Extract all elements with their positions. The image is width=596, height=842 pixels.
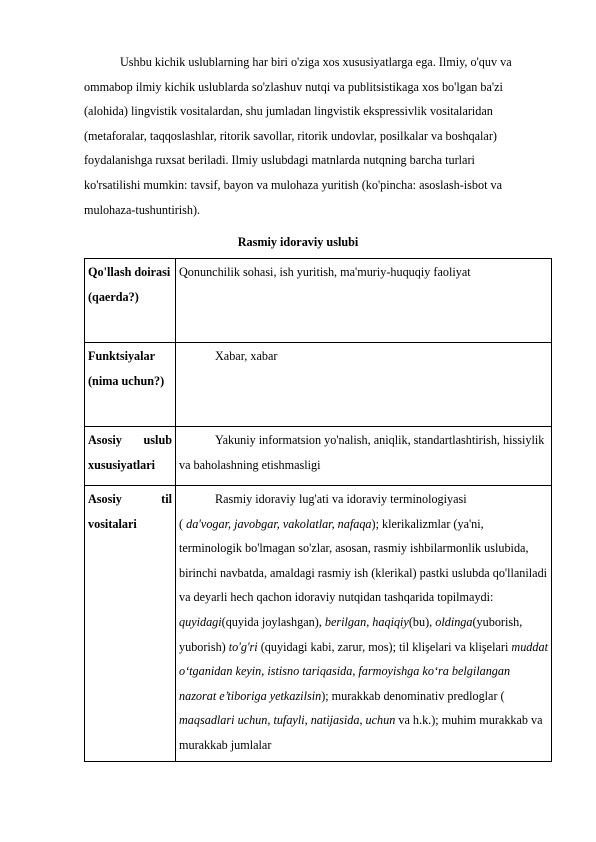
tools-text: ); murakkab denominativ predloglar ( <box>321 688 505 703</box>
tools-italic-text: maqsadlari uchun, tufayli, natijasida, uchun <box>179 713 396 728</box>
table-row <box>85 427 552 486</box>
tools-text: ( <box>179 516 187 531</box>
style-table <box>84 258 552 762</box>
tools-italic-text: to'g'ri <box>228 639 258 654</box>
row-value-cell <box>176 343 552 427</box>
intro-paragraph <box>84 50 532 222</box>
row-header: Qo'llash doirasi (qaerda?) <box>85 259 176 343</box>
tools-italic-text: berilgan, haqiqiy <box>324 614 409 629</box>
tools-italic-text: oldinga <box>435 614 473 629</box>
tools-text: (quyidagi kabi, zarur, mos); til klişelari va klişelari <box>257 639 512 654</box>
tools-italic-text: quyidagi <box>179 614 222 629</box>
tools-text: Rasmiy idoraviy lug'ati va idoraviy terminologiyasi <box>215 492 467 506</box>
tools-italic-text: da'vogar, javobgar, vakolatlar, nafaqa <box>186 516 372 531</box>
tools-text: (quyida joylashgan), <box>221 614 325 629</box>
table-title: Rasmiy idoraviy uslubi <box>237 235 359 249</box>
row-value: Qonunchilik sohasi, ish yuritish, ma'muriy-huquqiy faoliyat <box>176 259 552 343</box>
table-row <box>85 343 552 427</box>
row-header: Asosiy uslub xususiyatlari <box>85 427 176 486</box>
language-tools-cell <box>176 486 552 762</box>
table-row <box>85 259 552 343</box>
tools-text: va h.k.); muhim murakkab va murakkab jumlalar <box>179 713 543 752</box>
intro-text: Ushbu kichik uslublarning har biri o'ziga xos xususiyatlarga ega. Ilmiy, o'quv va ommabop ilmiy kichik uslublarda so'zlashuv nutqi va publitsistikaga xos bo'lgan ba'zi (alohida) lingvistik vositalardan, shu jumladan lingvistik ekspressivlik vositalaridan (metaforalar, taqqoslashlar, ritorik savollar, ritorik undovlar, posilkalar va boshqalar) foydalanishga ruxsat beriladi. Ilmiy uslubdagi matnlarda nutqning barcha turlari ko'rsatilishi mumkin: tavsif, bayon va mulohaza yuritish (ko'pincha: asoslash-isbot va mulohaza-tushuntirish). <box>84 55 512 217</box>
row-value: Yakuniy informatsion yo'nalish, aniqlik, standartlashtirish, hissiylik va baholashning etishmasligi <box>179 433 545 472</box>
row-value: Xabar, xabar <box>215 349 278 363</box>
tools-text: (bu), <box>408 614 436 629</box>
row-header: Asosiy til vositalari <box>85 486 176 762</box>
tools-text: (yuborish, yuborish) <box>179 614 523 654</box>
row-value-cell <box>176 427 552 486</box>
tools-text: ); klerikalizmlar (ya'ni, terminologik bo'lmagan so'zlar, asosan, rasmiy ishbilarmonlik uslubida, birinchi navbatda, amaldagi rasmiy ish (klerikal) pastki uslubda qo'llaniladi va deyarli hech qachon idoraviy nutqidan tashqarida topilmaydi: <box>179 516 548 605</box>
tools-italic-text: muddat o‘tganidan keyin, istisno tariqasida, farmoyishga ko‘ra belgilangan nazorat e’tiboriga yetkazilsin <box>179 639 548 703</box>
table-row <box>85 486 552 762</box>
row-header: Funktsiyalar (nima uchun?) <box>85 343 176 427</box>
